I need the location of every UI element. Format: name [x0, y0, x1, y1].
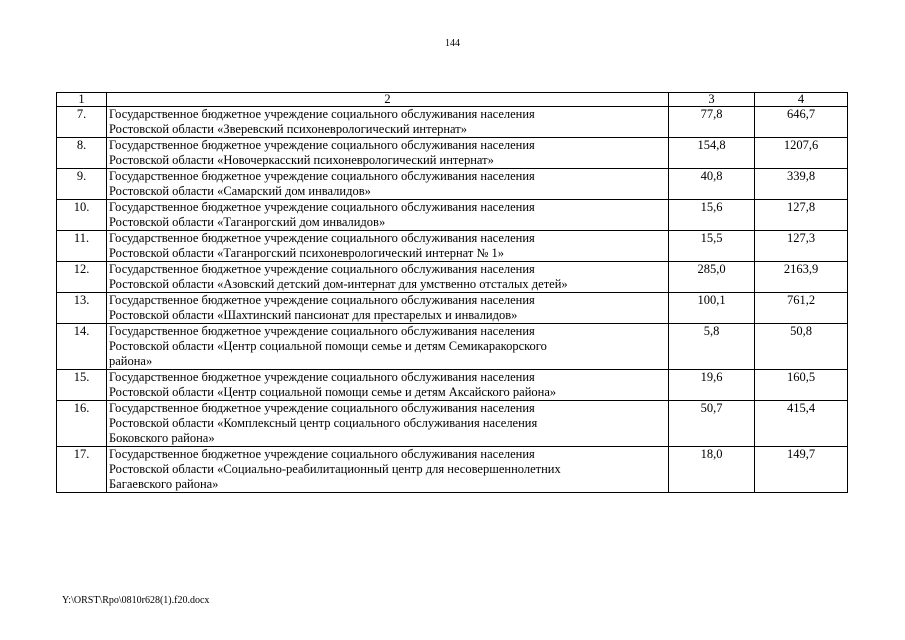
- institution-name-line: Ростовской области «Зверевский психоневрологический интернат»: [109, 122, 467, 136]
- institution-name-line: Ростовской области «Новочеркасский психоневрологический интернат»: [109, 153, 494, 167]
- value-col-3-cell: 19,6: [669, 370, 755, 401]
- table-row: [57, 401, 848, 447]
- institution-name-line: Боковского района»: [109, 431, 215, 445]
- institution-name-cell: [107, 200, 669, 231]
- header-col-1: 1: [57, 93, 107, 107]
- row-number-cell: 12.: [57, 262, 107, 293]
- value-col-4-cell: 646,7: [755, 107, 848, 138]
- value-col-3-cell: 15,5: [669, 231, 755, 262]
- row-number-cell: 9.: [57, 169, 107, 200]
- institution-name-line: Государственное бюджетное учреждение социального обслуживания населения: [109, 262, 535, 276]
- institution-name-line: Государственное бюджетное учреждение социального обслуживания населения: [109, 324, 535, 338]
- institution-name-cell: [107, 370, 669, 401]
- institution-name-line: Ростовской области «Таганрогский психоневрологический интернат № 1»: [109, 246, 505, 260]
- institution-name-cell: [107, 324, 669, 370]
- institution-name-line: Ростовской области «Таганрогский дом инвалидов»: [109, 215, 386, 229]
- page-number: 144: [445, 38, 460, 49]
- table-row: [57, 200, 848, 231]
- institutions-table: [56, 92, 848, 493]
- row-number-cell: 11.: [57, 231, 107, 262]
- header-col-2: 2: [107, 93, 669, 107]
- institution-name-line: Государственное бюджетное учреждение социального обслуживания населения: [109, 107, 535, 121]
- value-col-3-cell: 154,8: [669, 138, 755, 169]
- institution-name-cell: [107, 293, 669, 324]
- row-number-cell: 15.: [57, 370, 107, 401]
- institution-name-line: Ростовской области «Комплексный центр социального обслуживания населения: [109, 416, 538, 430]
- table-row: [57, 447, 848, 493]
- institution-name-cell: [107, 169, 669, 200]
- institution-name-line: Ростовской области «Центр социальной помощи семье и детям Аксайского района»: [109, 385, 557, 399]
- institution-name-line: Ростовской области «Самарский дом инвалидов»: [109, 184, 371, 198]
- footer-file-path: Y:\ORST\Rpo\0810r628(1).f20.docx: [62, 595, 210, 606]
- value-col-3-cell: 18,0: [669, 447, 755, 493]
- table-row: [57, 138, 848, 169]
- table-row: [57, 107, 848, 138]
- row-number-cell: 14.: [57, 324, 107, 370]
- header-col-4: 4: [755, 93, 848, 107]
- value-col-4-cell: 761,2: [755, 293, 848, 324]
- value-col-4-cell: 415,4: [755, 401, 848, 447]
- institution-name-line: Ростовской области «Азовский детский дом-интернат для умственно отсталых детей»: [109, 277, 568, 291]
- row-number-cell: 17.: [57, 447, 107, 493]
- institution-name-cell: [107, 447, 669, 493]
- table-header-row: [57, 93, 848, 107]
- value-col-3-cell: 50,7: [669, 401, 755, 447]
- table-row: [57, 231, 848, 262]
- value-col-4-cell: 149,7: [755, 447, 848, 493]
- row-number-cell: 8.: [57, 138, 107, 169]
- row-number-cell: 13.: [57, 293, 107, 324]
- institution-name-line: Государственное бюджетное учреждение социального обслуживания населения: [109, 231, 535, 245]
- institution-name-line: Государственное бюджетное учреждение социального обслуживания населения: [109, 401, 535, 415]
- table-row: [57, 293, 848, 324]
- table-row: [57, 262, 848, 293]
- value-col-3-cell: 40,8: [669, 169, 755, 200]
- institution-name-line: Государственное бюджетное учреждение социального обслуживания населения: [109, 200, 535, 214]
- value-col-4-cell: 339,8: [755, 169, 848, 200]
- table-row: [57, 169, 848, 200]
- value-col-3-cell: 100,1: [669, 293, 755, 324]
- institution-name-line: Багаевского района»: [109, 477, 219, 491]
- institution-name-line: Ростовской области «Социально-реабилитационный центр для несовершеннолетних: [109, 462, 561, 476]
- table-row: [57, 324, 848, 370]
- row-number-cell: 7.: [57, 107, 107, 138]
- row-number-cell: 16.: [57, 401, 107, 447]
- table-row: [57, 370, 848, 401]
- institution-name-line: Государственное бюджетное учреждение социального обслуживания населения: [109, 169, 535, 183]
- value-col-4-cell: 1207,6: [755, 138, 848, 169]
- institution-name-cell: [107, 138, 669, 169]
- institution-name-cell: [107, 107, 669, 138]
- value-col-4-cell: 127,8: [755, 200, 848, 231]
- value-col-4-cell: 127,3: [755, 231, 848, 262]
- row-number-cell: 10.: [57, 200, 107, 231]
- institution-name-line: Государственное бюджетное учреждение социального обслуживания населения: [109, 138, 535, 152]
- value-col-3-cell: 5,8: [669, 324, 755, 370]
- value-col-3-cell: 285,0: [669, 262, 755, 293]
- institution-name-cell: [107, 262, 669, 293]
- institution-name-line: Государственное бюджетное учреждение социального обслуживания населения: [109, 447, 535, 461]
- value-col-4-cell: 50,8: [755, 324, 848, 370]
- institution-name-line: Государственное бюджетное учреждение социального обслуживания населения: [109, 293, 535, 307]
- institution-name-line: Ростовской области «Шахтинский пансионат для престарелых и инвалидов»: [109, 308, 518, 322]
- institution-name-line: Ростовской области «Центр социальной помощи семье и детям Семикаракорского: [109, 339, 547, 353]
- value-col-4-cell: 160,5: [755, 370, 848, 401]
- institution-name-cell: [107, 401, 669, 447]
- institution-name-cell: [107, 231, 669, 262]
- institution-name-line: района»: [109, 354, 153, 368]
- value-col-3-cell: 15,6: [669, 200, 755, 231]
- value-col-3-cell: 77,8: [669, 107, 755, 138]
- value-col-4-cell: 2163,9: [755, 262, 848, 293]
- institution-name-line: Государственное бюджетное учреждение социального обслуживания населения: [109, 370, 535, 384]
- header-col-3: 3: [669, 93, 755, 107]
